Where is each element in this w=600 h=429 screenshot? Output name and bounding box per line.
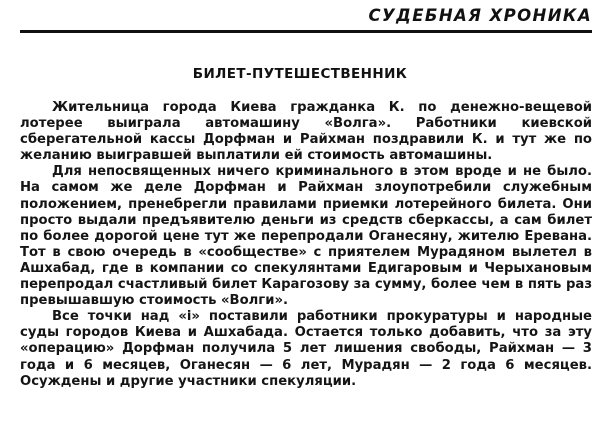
- header-rule: [20, 30, 592, 33]
- article-paragraph-2: Для непосвященных ничего криминального в этом вроде и не было. На самом же деле Дорфман и Райхман злоупотребили служебным положением, пренебрегли правилами приемки лотерейного билета. Они просто выдали предъявителю деньги из средств сберкассы, а сам билет по более дорогой цене тут же перепродали Оганесяну, жителю Еревана. Тот в свою очередь в «сообществе» с приятелем Мурадяном вылетел в Ашхабад, где в компании со спекулянтами Едигаровым и Черыхановым перепродал счастливый билет Карагозову за сумму, более чем в пять раз превышавшую стоимость «Волги».: [20, 164, 592, 309]
- article-title: БИЛЕТ-ПУТЕШЕСТВЕННИК: [192, 66, 408, 82]
- article-body: [20, 100, 592, 390]
- section-header: [20, 0, 592, 34]
- section-title: СУДЕБНАЯ ХРОНИКА: [368, 6, 592, 25]
- article-paragraph-3: Все точки над «i» поставили работники прокуратуры и народные суды городов Киева и Ашхабада. Остается только добавить, что за эту «операцию» Дорфман получила 5 лет лишения свободы, Райхман — 3 года и 6 месяцев, Оганесян — 6 лет, Мурадян — 2 года 6 месяцев. Осуждены и другие участники спекуляции.: [20, 309, 592, 389]
- article-paragraph-1: Жительница города Киева гражданка К. по денежно-вещевой лотерее выиграла автомашину «Волга». Работники киевской сберегательной кассы Дорфман и Райхман поздравили К. и тут же по желанию выигравшей выплатили ей стоимость автомашины.: [20, 100, 592, 164]
